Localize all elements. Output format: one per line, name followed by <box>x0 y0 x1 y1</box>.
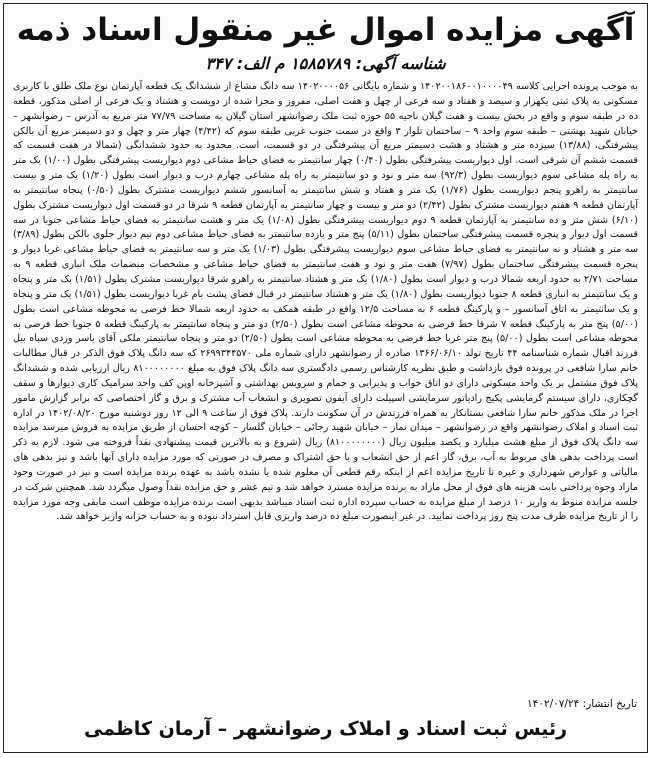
notice-identifier: شناسه آگهی: ۱۵۸۵۷۸۹ م الف: ۳۴۷ <box>205 54 446 73</box>
notice-frame <box>3 3 648 753</box>
publish-date: تاریخ انتشار: ۱۴۰۲/۰۷/۲۴ <box>527 698 637 710</box>
signature: رئیس ثبت اسناد و املاک رضوانشهر – آرمان کاظمی <box>83 718 568 740</box>
notice-title: آگهی مزایده اموال غیر منقول اسناد ذمه <box>16 12 635 48</box>
notice-body: به موجب پرونده اجرایی کلاسه ۱۴۰۲۰۰۱۸۶۰۰۱۰۰۰۰۴۹ و شماره بایگانی ۱۴۰۲۰۰۰۰۵۶ سه دانگ مشاع از ششدانگ یک قطعه آپارتمان نوع ملک طلق با کاربری مسکونی به پلاک ثبتی یکهزار و سیصد و هفتاد و سه فرعی از چهل و هفت اصلی، مفروز و مجزا شده از دویست و هشتاد و یک فرعی از اصلی مذکور، قطعه ده در طبقه سوم و واقع در بخش بیست و هفت گیلان ناحیه ۵۵ حوزه ثبت ملک رضوانشهر استان گیلان به مساحت ۷۷/۷۹ متر مربع به آدرس – رضوانشهر – خیابان شهید بهشتی – طبقه سوم واحد ۹ – ساختمان تلوار ۳ واقع در سمت جنوب غربی طبقه سوم که (۴/۴۲) چهار متر و چهل و دو دسیمتر مربع آن بالکن پیشرفتگی، (۱۳/۸۸) سیزده متر و هشتاد و هشت دسیمتر مربع آن پیشرفتگی در دو قسمت، است. محدود به حدود ششدانگی (شمالا در هفت قسمت که قسمت ششم آن شرقی است. اول دیواریست پیشرفتگی بطول (۰/۴۰) چهار سانتیمتر به فضای حیاط مشاعی دوم دیواریست پیشرفتگی بطول (۱/۰۰) یک متر به راه پله مشاعی سوم دیواریست بطول (۹۲/۳) سه متر و نود و دو سانتیمتر به راه پله مشاعی چهارم درب و دیوار است بطول (۱/۲۰) یک متر و بیست سانتیمتر به راهرو پنجم دیواریست بطول (۱/۷۶) یک متر و هفتاد و شش سانتیمتر به آسانسور ششم دیواریست مشترک بطول (۰/۵۰) پنجاه سانتیمتر به آپارتمان قطعه ۹ هفتم دیواریست مشترک بطول (۲/۴۲) دو متر و بیست و چهار سانتیمتر به آپارتمان قطعه ۹ شرقا در دو قسمت اول دیواریست مشترک بطول (۶/۱۰) شش متر و ده سانتیمتر به آپارتمان قطعه ۹ دوم دیواریست پیشرفتگی بطول (۱/۰۸) یک متر و هشت سانتیمتر به فضای حیاط مشاعی جنوبا در سه قسمت اول دیوار و پنجره قسمت پیشرفتگی ساختمان بطول (۵/۱۱) پنج متر و یازده سانتیمتر به فضای حیاط مشاعی دوم نیم دیوار جلوی بالکن بطول (۳/۸۹) سه متر و هشتاد و نه سانتیمتر به فضای حیاط مشاعی سوم دیواریست پیشرفتگی بطول (۱/۰۳) یک متر و سه سانتیمتر به فضای حیاط مشاعی غربا دیوار و پنجره قسمت پیشرفتگی ساختمان بطول (۷/۹۷) هفت متر و نود و هفت سانتیمتر به فضای حیاط مشاعی و مشخصات منضمات ملک انباری قطعه ۹ به مساحت ۲/۷۱ به حدود اربعه شمالا درب و دیوار است بطول (۱/۸۰) یک متر و هشتاد سانتیمتر به راهرو شرقا دیواریست مشترک بطول (۱/۵۱) یک متر و پنجاه و یک سانتیمتر به انباری قطعه ۸ جنوبا دیواریست بطول (۱/۸۰) یک متر و هشتاد سانتیمتر در قبال فضای پشت بام غربا دیواریست بطول (۱/۵۱) یک متر و پنجاه و یک سانتیمتر به اتاق آسانسور – و پارکینگ قطعه ۶ به مساحت ۱۲/۵ واقع در طبقه همکف به حدود اربعه شمالا خط فرضی به محوطه مشاعی است بطول (۵/۰۰) پنج متر به پارکینگ قطعه ۷ شرقا خط فرضی به محوطه مشاعی است بطول (۲/۵۰) دو متر و پنجاه سانتیمتر به پارکینگ قطعه ۵ جنوبا خط فرضی به محوطه مشاعی است بطول (۵/۰۰) پنج متر غربا خط فرضی به محوطه مشاعی است بطول (۲/۵۰) دو متر و پنجاه سانتیمتر ملکی آقای یاسر وردی سیاه بیل فرزند اقبال شماره شناسنامه ۴۴ تاریخ تولد ۱۳۶۶/۰۶/۱۰ صادره از رضوانشهر دارای شماره ملی ۲۶۹۹۳۴۴۵۷۰ که سه دانگ پلاک فوق الذکر در قبال مطالبات خانم سارا شافعی در پرونده فوق بازداشت و طبق نظریه کارشناس رسمی دادگستری سه دانگ پلاک فوق به مبلغ ۸۱۰۰۰۰۰۰۰۰ ریال ارزیابی شده و ششدانگ پلاک فوق مشتمل بر یک واحد مسکونی دارای دو اتاق خواب و پذیرایی و حمام و سرویس بهداشتی و آشپزخانه اوپن کف واحد سرامیک کاری دیوارها و سقف گچکاری، دارای سیستم گرمایشی پکیج رادیاتور سرمایشی اسپیلت دارای آیفون تصویری و انشعاب آب مشترک و برق و گاز اختصاصی که برابر گزارش مامور اجرا در ملک مذکور خانم سارا شافعی بستانکار به همراه فرزندش در آن سکونت دارند. پلاک فوق از ساعت ۹ الی ۱۲ روز دوشنبه مورخ ۱۴۰۲/۰۸/۲۰ در اداره ثبت اسناد و املاک رضوانشهر واقع در رضوانشهر – میدان نماز – خیابان شهید رجائی – خیابان گلسار – کوچه احسان از طریق مزایده به فروش میرسد مزایده سه دانگ پلاک فوق از مبلغ هشت میلیارد و یکصد میلیون ریال (۸۱۰۰۰۰۰۰۰۰) ریال (شروع و به بالاترین قیمت پیشنهادی نقداً فروخته می شود. لازم به ذکر است پرداخت بدهی های مربوط به آب، برق، گاز اعم از حق انشعاب و یا حق اشتراک و مصرف در صورتی که مورد مزایده دارای آنها باشد و نیز بدهی های مالیاتی و عوارض شهرداری و غیره تا تاریخ مزایده اعم از اینکه رقم قطعی آن معلوم شده یا نشده باشد به عهده برنده مزایده است و نیز در صورت وجود مازاد وجوه پرداختی بابت هزینه های فوق از محل مازاد به برنده مزایده مسترد خواهد شد و نیم عشر و حق مزایده نقداً وصول میگردد شد. همچنین شرکت در جلسه مزایده منوط به واریز ۱۰ درصد از مبلغ مزایده به حساب سپرده اداره ثبت اسناد میباشد بدیهی است برنده مزایده موظف است مابقی وجه مورد مزایده را از تاریخ مزایده ظرف مدت پنج روز پرداخت نمایید. در غیر اینصورت مبلغ ده درصد واریزی قابل استرداد نبوده و به حساب خزانه واریز خواهد شد. <box>13 81 639 523</box>
